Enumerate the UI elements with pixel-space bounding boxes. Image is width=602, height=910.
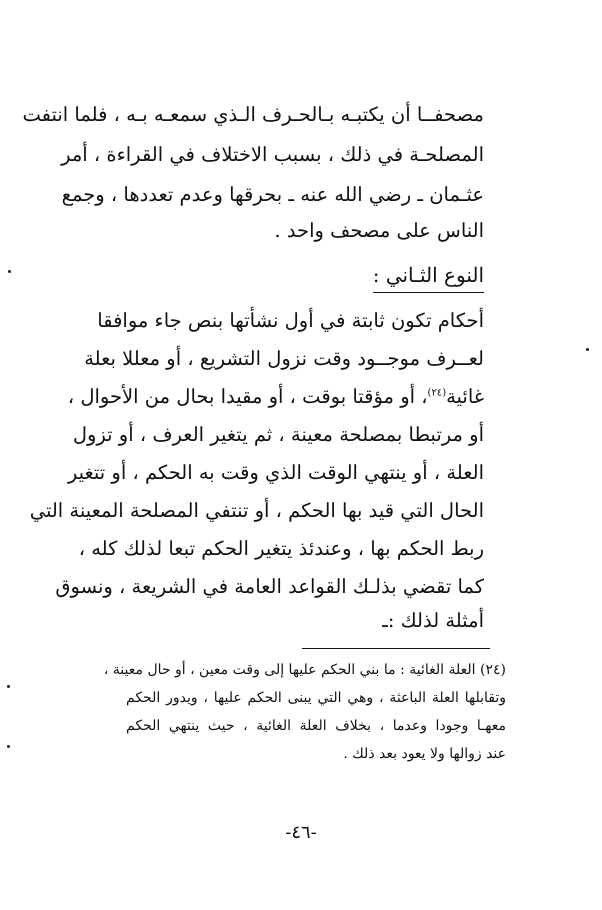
text-line: ربط الحكم بها ، وعندئذ يتغير الحكم تبعا لذلك كله ، bbox=[78, 537, 484, 560]
scan-speck bbox=[8, 270, 11, 273]
text-line: عثـمان ـ رضي الله عنه ـ بحرقها وعدم تعددها ، وجمع bbox=[61, 183, 484, 206]
text-line: العلة ، أو ينتهي الوقت الذي وقت به الحكم ، أو تتغير bbox=[67, 461, 484, 484]
text-line-with-footnote-ref bbox=[67, 378, 484, 416]
text-line: أو مرتبطا بمصلحة معينة ، ثم يتغير العرف ، أو تزول bbox=[72, 423, 484, 446]
text-line: مصحفــا أن يكتبـه بـالحـرف الـذي سمعـه بـه ، فلما انتفت bbox=[22, 103, 484, 126]
text-line: أمثلة لذلك :ـ bbox=[382, 609, 484, 632]
scan-speck bbox=[586, 348, 589, 351]
footnote-line: وتقابلها العلة الباعثة ، وهي التي يبنى الحكم عليها ، ويدور الحكم bbox=[126, 690, 506, 706]
page-number: -٤٦- bbox=[285, 822, 317, 843]
footnote-line: (٢٤) العلة الغائية : ما بني الحكم عليها إلى وقت معين ، أو حال معينة ، bbox=[103, 662, 506, 678]
text-line: الحال التي قيد بها الحكم ، أو تنتفي المصلحة المعينة التي bbox=[29, 499, 484, 522]
footnote-reference: (٢٤) bbox=[427, 387, 447, 399]
text-line: كما تقضي بذلـك القواعد العامة في الشريعة ، ونسوق bbox=[55, 575, 484, 598]
scan-speck bbox=[7, 745, 10, 748]
text-line: لعــرف موجــود وقت نزول التشريع ، أو معللا بعلة bbox=[84, 347, 484, 370]
scan-speck bbox=[7, 685, 10, 688]
text-line: المصلحـة في ذلك ، بسبب الاختلاف في القراءة ، أمر bbox=[61, 143, 484, 166]
text-line: أحكام تكون ثابتة في أول نشأتها بنص جاء موافقا bbox=[97, 309, 484, 332]
text-fragment: ، أو مؤقتا بوقت ، أو مقيدا بحال من الأحوال ، bbox=[67, 385, 428, 408]
text-line: الناس على مصحف واحد . bbox=[274, 219, 484, 242]
footnote-line: معهـا وجودا وعدما ، بخلاف العلة الغائية ، حيث ينتهي الحكم bbox=[126, 718, 506, 734]
footnote-line: عند زوالها ولا يعود بعد ذلك . bbox=[343, 746, 506, 762]
section-heading: النوع الثـاني : bbox=[373, 258, 484, 293]
footnote-separator bbox=[302, 648, 490, 649]
text-fragment: غائية bbox=[446, 385, 484, 408]
